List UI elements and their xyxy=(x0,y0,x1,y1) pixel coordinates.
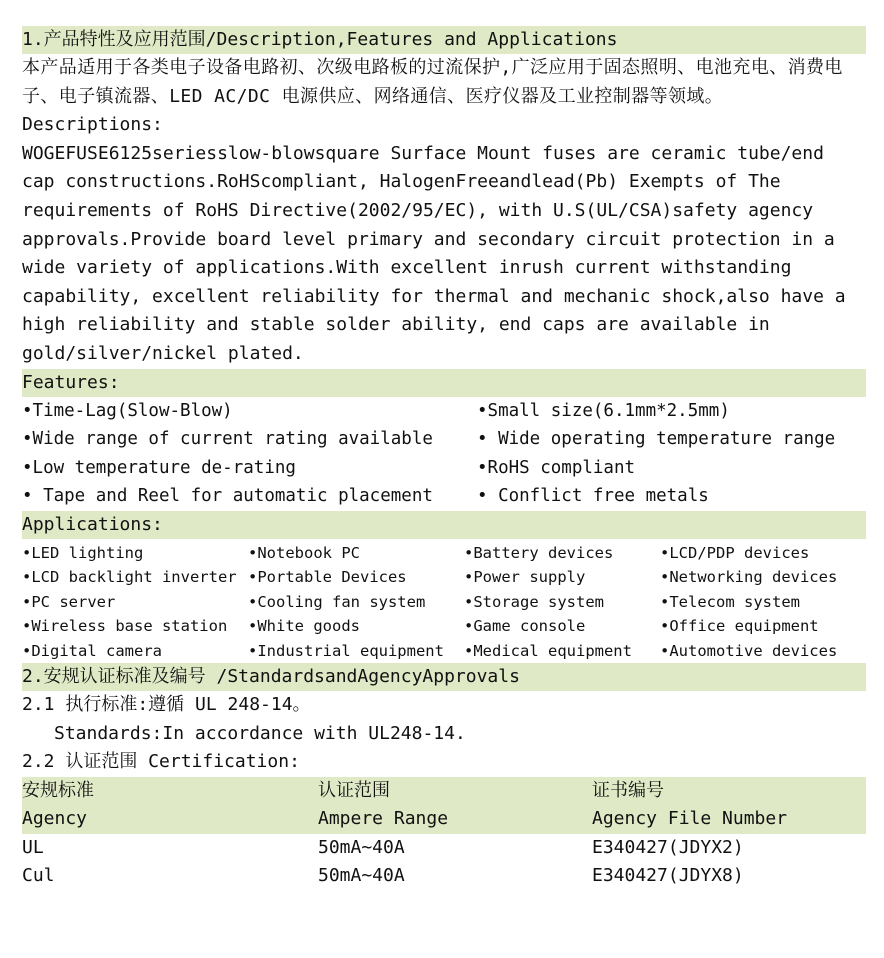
application-item: •LCD backlight inverter xyxy=(22,568,237,587)
certification-table xyxy=(22,777,866,891)
table-cell-file-number: E340427(JDYX2) xyxy=(592,836,744,858)
feature-item: • Tape and Reel for automatic placement xyxy=(22,486,433,507)
table-header-cell: Agency File Number xyxy=(592,805,866,834)
feature-item: • Wide operating temperature range xyxy=(477,429,836,450)
feature-item: • Conflict free metals xyxy=(477,486,709,507)
feature-item: •Time-Lag(Slow-Blow) xyxy=(22,400,233,421)
application-item: •Notebook PC xyxy=(248,543,360,562)
application-item: •Automotive devices xyxy=(660,641,838,660)
application-item: •White goods xyxy=(248,617,360,636)
document-body xyxy=(22,26,866,891)
application-item: •Portable Devices xyxy=(248,568,407,587)
application-item: •Power supply xyxy=(464,568,586,587)
table-header-row-cn xyxy=(22,777,866,806)
feature-item: •Low temperature de-rating xyxy=(22,457,296,478)
table-header-cell: Ampere Range xyxy=(318,805,592,834)
application-item: •Networking devices xyxy=(660,568,838,587)
application-item: •Cooling fan system xyxy=(248,592,426,611)
table-header-cell: 证书编号 xyxy=(592,777,866,806)
table-cell-ampere-range: 50mA~40A xyxy=(318,836,405,858)
application-item: •Office equipment xyxy=(660,617,819,636)
application-item: •Storage system xyxy=(464,592,604,611)
table-cell-agency: UL xyxy=(22,836,44,858)
table-cell-agency: Cul xyxy=(22,865,55,887)
applications-list xyxy=(22,539,866,663)
table-header-cell: 安规标准 xyxy=(22,777,318,806)
features-heading: Features: xyxy=(22,369,866,397)
descriptions-text: WOGEFUSE6125seriesslow-blowsquare Surface Mount fuses are ceramic tube/end cap constructions.RoHScompliant, HalogenFreeandlead(Pb) Exempts of The requirements of RoHS Directive(2002/95/EC), with U.S(UL/CSA)safety agency approvals.Provide board level primary and secondary circuit protection in a wide variety of applications.With excellent inrush current withstanding capability, excellent reliability for thermal and mechanic shock,also have a high reliability and stable solder ability, end caps are available in gold/silver/nickel plated. xyxy=(22,142,846,364)
features-list xyxy=(22,397,866,511)
table-row xyxy=(22,834,866,863)
application-item: •Game console xyxy=(464,617,586,636)
application-item: •Industrial equipment xyxy=(248,641,444,660)
application-item: •Digital camera xyxy=(22,641,162,660)
section1-heading: 1.产品特性及应用范围/Description,Features and Applications xyxy=(22,26,866,54)
section1-chinese-description: 本产品适用于各类电子设备电路初、次级电路板的过流保护,广泛应用于固态照明、电池充电、消费电子、电子镇流器、LED AC/DC 电源供应、网络通信、医疗仪器及工业控制器等领域。 xyxy=(22,57,843,107)
feature-item: •Wide range of current rating available xyxy=(22,429,433,450)
application-item: •LCD/PDP devices xyxy=(660,543,810,562)
table-cell-file-number: E340427(JDYX8) xyxy=(592,865,744,887)
application-item: •LED lighting xyxy=(22,543,144,562)
application-item: •Medical equipment xyxy=(464,641,632,660)
feature-item: •Small size(6.1mm*2.5mm) xyxy=(477,400,730,421)
table-header-row-en xyxy=(22,805,866,834)
applications-heading: Applications: xyxy=(22,511,866,539)
application-item: •PC server xyxy=(22,592,116,611)
application-item: •Wireless base station xyxy=(22,617,228,636)
descriptions-label: Descriptions: xyxy=(22,114,163,136)
certification-subheading: 2.2 认证范围 Certification: xyxy=(22,751,300,773)
section2-heading: 2.安规认证标准及编号 /StandardsandAgencyApprovals xyxy=(22,663,866,691)
table-cell-ampere-range: 50mA~40A xyxy=(318,865,405,887)
application-item: •Telecom system xyxy=(660,592,800,611)
standards-english-text: Standards:In accordance with UL248-14. xyxy=(54,722,466,744)
table-header-cell: Agency xyxy=(22,805,318,834)
standards-subheading: 2.1 执行标准:遵循 UL 248-14。 xyxy=(22,693,311,715)
application-item: •Battery devices xyxy=(464,543,614,562)
feature-item: •RoHS compliant xyxy=(477,457,636,478)
table-row xyxy=(22,862,866,891)
table-header-cell: 认证范围 xyxy=(318,777,592,806)
